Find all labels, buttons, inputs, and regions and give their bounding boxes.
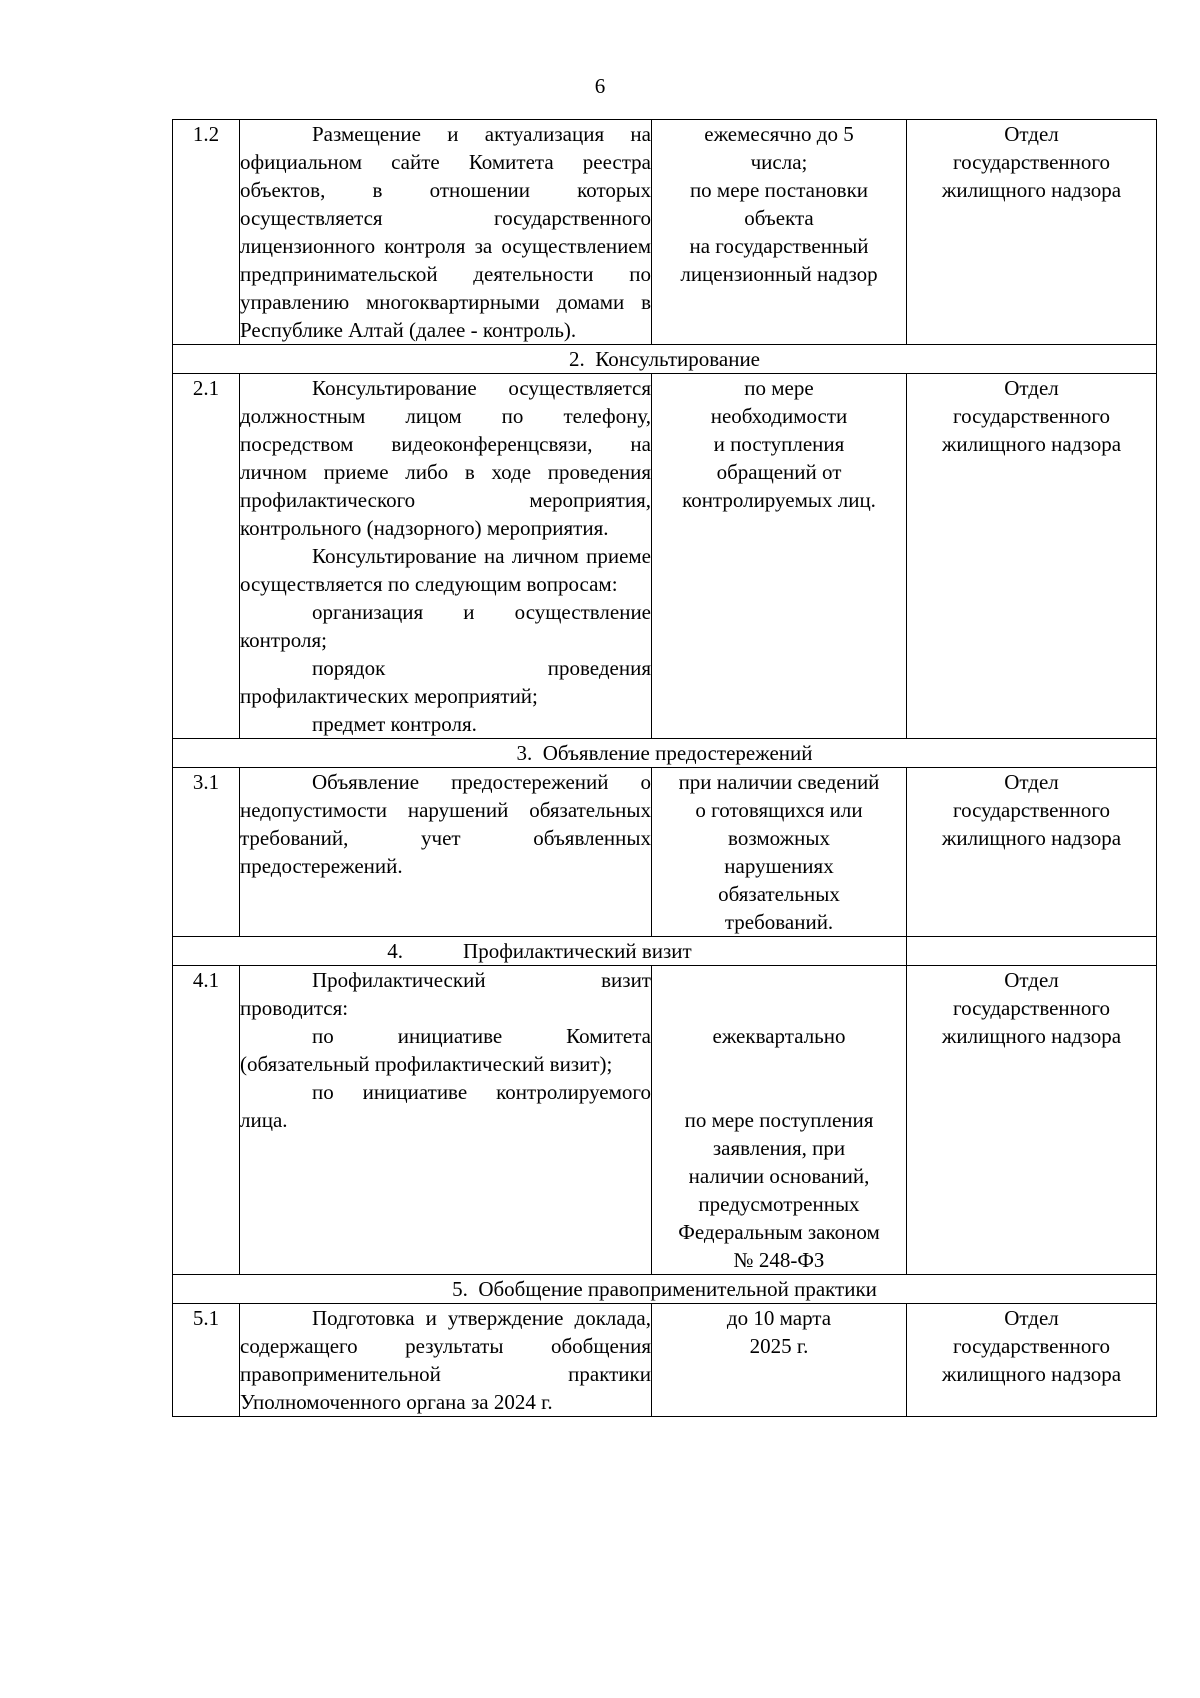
term-line: по мере постановки (689, 178, 869, 202)
term-line: обязательных (718, 882, 840, 906)
description-paragraph: Подготовка и утверждение доклада, содержащего результаты обобщения правоприменительной практики Уполномоченного органа за 2024 г. (240, 1306, 651, 1414)
section-title: Обобщение правоприменительной практики (478, 1277, 877, 1301)
table-row (173, 966, 1157, 1275)
term-line: предусмотренных (698, 1192, 860, 1216)
responsible-line: государственного (952, 1334, 1111, 1358)
description-paragraph: по инициативе Комитета (обязательный профилактический визит); (240, 1024, 651, 1076)
term-line: о готовящихся или (695, 798, 863, 822)
section-row-consulting (173, 345, 1157, 374)
term-line: числа; (750, 150, 808, 174)
responsible-line: государственного (952, 404, 1111, 428)
responsible-line: жилищного надзора (941, 432, 1122, 456)
table-row (173, 768, 1157, 937)
term-line: объекта (744, 206, 814, 230)
section-heading (173, 937, 907, 966)
term-line: при наличии сведений (678, 770, 880, 794)
section-number: 3. (516, 741, 533, 765)
term-line: по мере поступления (684, 1108, 874, 1132)
row-number: 3.1 (173, 768, 240, 937)
empty-cell (907, 937, 1157, 966)
activity-description (240, 966, 652, 1275)
term-line: заявления, при (712, 1136, 846, 1160)
table-row (173, 1304, 1157, 1417)
activity-term (652, 768, 907, 937)
responsible-line: жилищного надзора (941, 178, 1122, 202)
section-heading (173, 1275, 1157, 1304)
responsible-line: жилищного надзора (941, 1024, 1122, 1048)
table-row (173, 120, 1157, 345)
plan-table (172, 119, 1157, 1417)
term-line: необходимости (710, 404, 848, 428)
responsible-unit (907, 768, 1157, 937)
responsible-line: государственного (952, 150, 1111, 174)
section-number: 4. (387, 939, 404, 963)
responsible-line: жилищного надзора (941, 826, 1122, 850)
activity-description (240, 768, 652, 937)
table-row (173, 374, 1157, 739)
responsible-line: Отдел (1004, 122, 1059, 146)
row-number: 2.1 (173, 374, 240, 739)
term-line: на государственный (689, 234, 869, 258)
description-paragraph: Консультирование осуществляется должностным лицом по телефону, посредством видеоконференцсвязи, на личном приеме либо в ходе проведения профилактического мероприятия, контрольного (надзорного) мероприятия. (240, 376, 651, 540)
section-heading (173, 345, 1157, 374)
term-line: наличии оснований, (688, 1164, 870, 1188)
term-line: лицензионный надзор (680, 262, 878, 286)
section-heading (173, 739, 1157, 768)
description-paragraph: Размещение и актуализация на официальном сайте Комитета реестра объектов, в отношении которых осуществляется государственного лицензионного контроля за осуществлением предпринимательской деятельности по управлению многоквартирными домами в Республике Алтай (далее - контроль). (240, 122, 651, 342)
description-paragraph: предмет контроля. (312, 712, 477, 736)
activity-description (240, 1304, 652, 1417)
responsible-line: Отдел (1004, 1306, 1059, 1330)
responsible-line: Отдел (1004, 376, 1059, 400)
activity-description (240, 120, 652, 345)
responsible-line: государственного (952, 996, 1111, 1020)
activity-term (652, 1304, 907, 1417)
description-paragraph: порядок проведения профилактических мероприятий; (240, 656, 651, 708)
term-spacer (652, 966, 906, 1022)
term-line: и поступления (713, 432, 845, 456)
section-row-preventive-visit (173, 937, 1157, 966)
description-paragraph: по инициативе контролируемого лица. (240, 1080, 651, 1132)
description-paragraph: Консультирование на личном приеме осуществляется по следующим вопросам: (240, 544, 651, 596)
description-paragraph: Объявление предостережений о недопустимости нарушений обязательных требований, учет объявленных предостережений. (240, 770, 651, 878)
description-paragraph: организация и осуществление контроля; (240, 600, 651, 652)
section-row-warnings (173, 739, 1157, 768)
section-title: Профилактический визит (463, 939, 692, 963)
term-line: контролируемых лиц. (682, 488, 876, 512)
activity-term (652, 120, 907, 345)
responsible-unit (907, 120, 1157, 345)
responsible-line: Отдел (1004, 770, 1059, 794)
term-line: ежеквартально (712, 1024, 846, 1048)
term-spacer (652, 1050, 906, 1106)
term-line: по мере (744, 376, 814, 400)
section-number: 2. (569, 347, 585, 371)
activity-term (652, 966, 907, 1275)
responsible-unit (907, 374, 1157, 739)
section-title: Объявление предостережений (542, 741, 813, 765)
responsible-line: жилищного надзора (941, 1362, 1122, 1386)
row-number: 4.1 (173, 966, 240, 1275)
term-line: обращений от (716, 460, 842, 484)
term-line: возможных (728, 826, 830, 850)
responsible-unit (907, 966, 1157, 1275)
term-line: 2025 г. (749, 1334, 809, 1358)
term-line: требований. (724, 910, 834, 934)
row-number: 5.1 (173, 1304, 240, 1417)
term-line: до 10 марта (726, 1306, 832, 1330)
section-row-law-practice (173, 1275, 1157, 1304)
term-line: Федеральным законом (678, 1220, 880, 1244)
activity-term (652, 374, 907, 739)
section-title: Консультирование (595, 347, 760, 371)
page-number: 6 (594, 74, 606, 98)
description-paragraph: Профилактический визит проводится: (240, 968, 651, 1020)
row-number: 1.2 (173, 120, 240, 345)
activity-description (240, 374, 652, 739)
responsible-line: государственного (952, 798, 1111, 822)
section-number: 5. (452, 1277, 468, 1301)
term-line: нарушениях (724, 854, 834, 878)
responsible-line: Отдел (1004, 968, 1059, 992)
term-line: ежемесячно до 5 (704, 122, 854, 146)
term-line: № 248-ФЗ (733, 1248, 825, 1272)
responsible-unit (907, 1304, 1157, 1417)
